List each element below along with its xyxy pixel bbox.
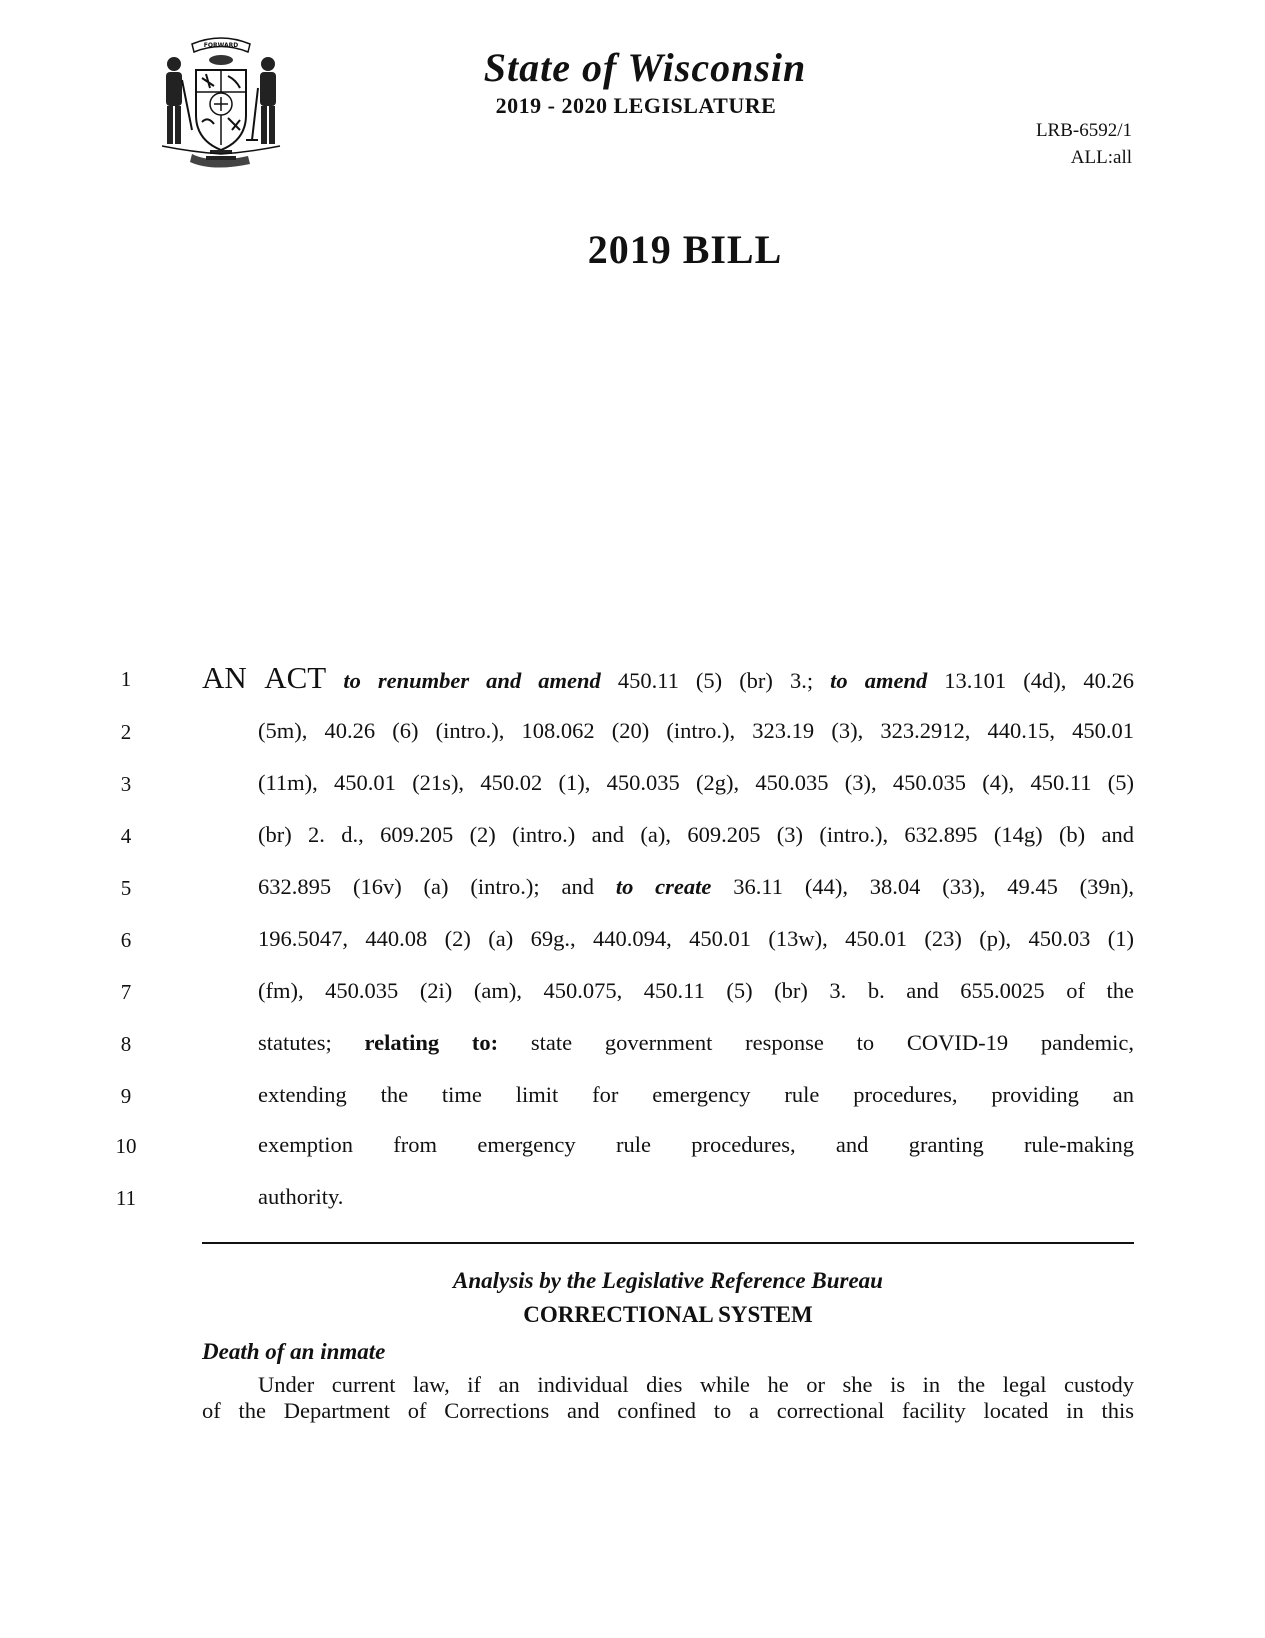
lrb-code: ALL:all [1070,147,1132,168]
act-line-5 [258,874,1134,900]
act-line-7: (fm), 450.035 (2i) (am), 450.075, 450.11 (5) (br) 3. b. and 655.0025 of the [258,978,1134,1003]
analysis-heading: Analysis by the Legislative Reference Bureau [453,1268,883,1293]
act-line-11: authority. [258,1184,344,1209]
analysis-section-title: CORRECTIONAL SYSTEM [523,1302,813,1327]
section-divider [202,1242,1134,1244]
amend-text: 13.101 (4d), 40.26 [944,668,1135,693]
line-number: 2 [120,720,132,744]
act-line-2: (5m), 40.26 (6) (intro.), 108.062 (20) (intro.), 323.19 (3), 323.2912, 440.15, 450.01 [258,718,1134,743]
line8-after: state government response to COVID-19 pandemic, [530,1030,1135,1055]
analysis-paragraph-line-1: Under current law, if an individual dies while he or she is in the legal custody [258,1372,1134,1397]
state-title: State of Wisconsin [483,45,807,90]
analysis-paragraph-line-2: of the Department of Corrections and confined to a correctional facility located in this [202,1398,1134,1423]
act-line-10: exemption from emergency rule procedures, and granting rule-making [258,1132,1134,1157]
amend-label: to amend [830,668,928,693]
act-line-3: (11m), 450.01 (21s), 450.02 (1), 450.035 (2g), 450.035 (3), 450.035 (4), 450.11 (5) [258,770,1134,795]
line-number: 3 [120,772,132,796]
act-line-6: 196.5047, 440.08 (2) (a) 69g., 440.094, 450.01 (13w), 450.01 (23) (p), 450.03 (1) [258,926,1134,951]
legislature-session: 2019 - 2020 LEGISLATURE [495,93,777,118]
analysis-subheading: Death of an inmate [202,1339,386,1364]
relating-label: relating to: [364,1030,499,1055]
act-line-4: (br) 2. d., 609.205 (2) (intro.) and (a), 609.205 (3) (intro.), 632.895 (14g) (b) and [258,822,1134,847]
line-number: 11 [115,1186,137,1210]
line-number: 6 [120,928,132,952]
create-label: to create [615,874,712,899]
line-number: 9 [120,1084,132,1108]
line-number: 4 [120,824,132,848]
lrb-number: LRB-6592/1 [1035,120,1132,141]
line8-before: statutes; [258,1030,332,1055]
line-number: 7 [120,980,132,1004]
renumber-label: to renumber and amend [343,668,601,693]
line-number: 5 [120,876,132,900]
bill-title: 2019 BILL [587,227,783,272]
line-number: 10 [115,1134,137,1158]
act-line-1 [202,660,1134,696]
wisconsin-seal-icon [152,30,290,176]
svg-text:FORWARD: FORWARD [203,42,239,49]
line5-after: 36.11 (44), 38.04 (33), 49.45 (39n), [733,874,1135,899]
line-number: 8 [120,1032,132,1056]
line5-before: 632.895 (16v) (a) (intro.); and [258,874,594,899]
line-number: 1 [120,667,132,691]
renumber-text: 450.11 (5) (br) 3.; [617,668,814,693]
an-act-label: AN ACT [202,660,327,695]
lrb-reference [1036,117,1132,171]
act-line-8 [258,1030,1134,1056]
act-line-9: extending the time limit for emergency rule procedures, providing an [258,1082,1134,1107]
